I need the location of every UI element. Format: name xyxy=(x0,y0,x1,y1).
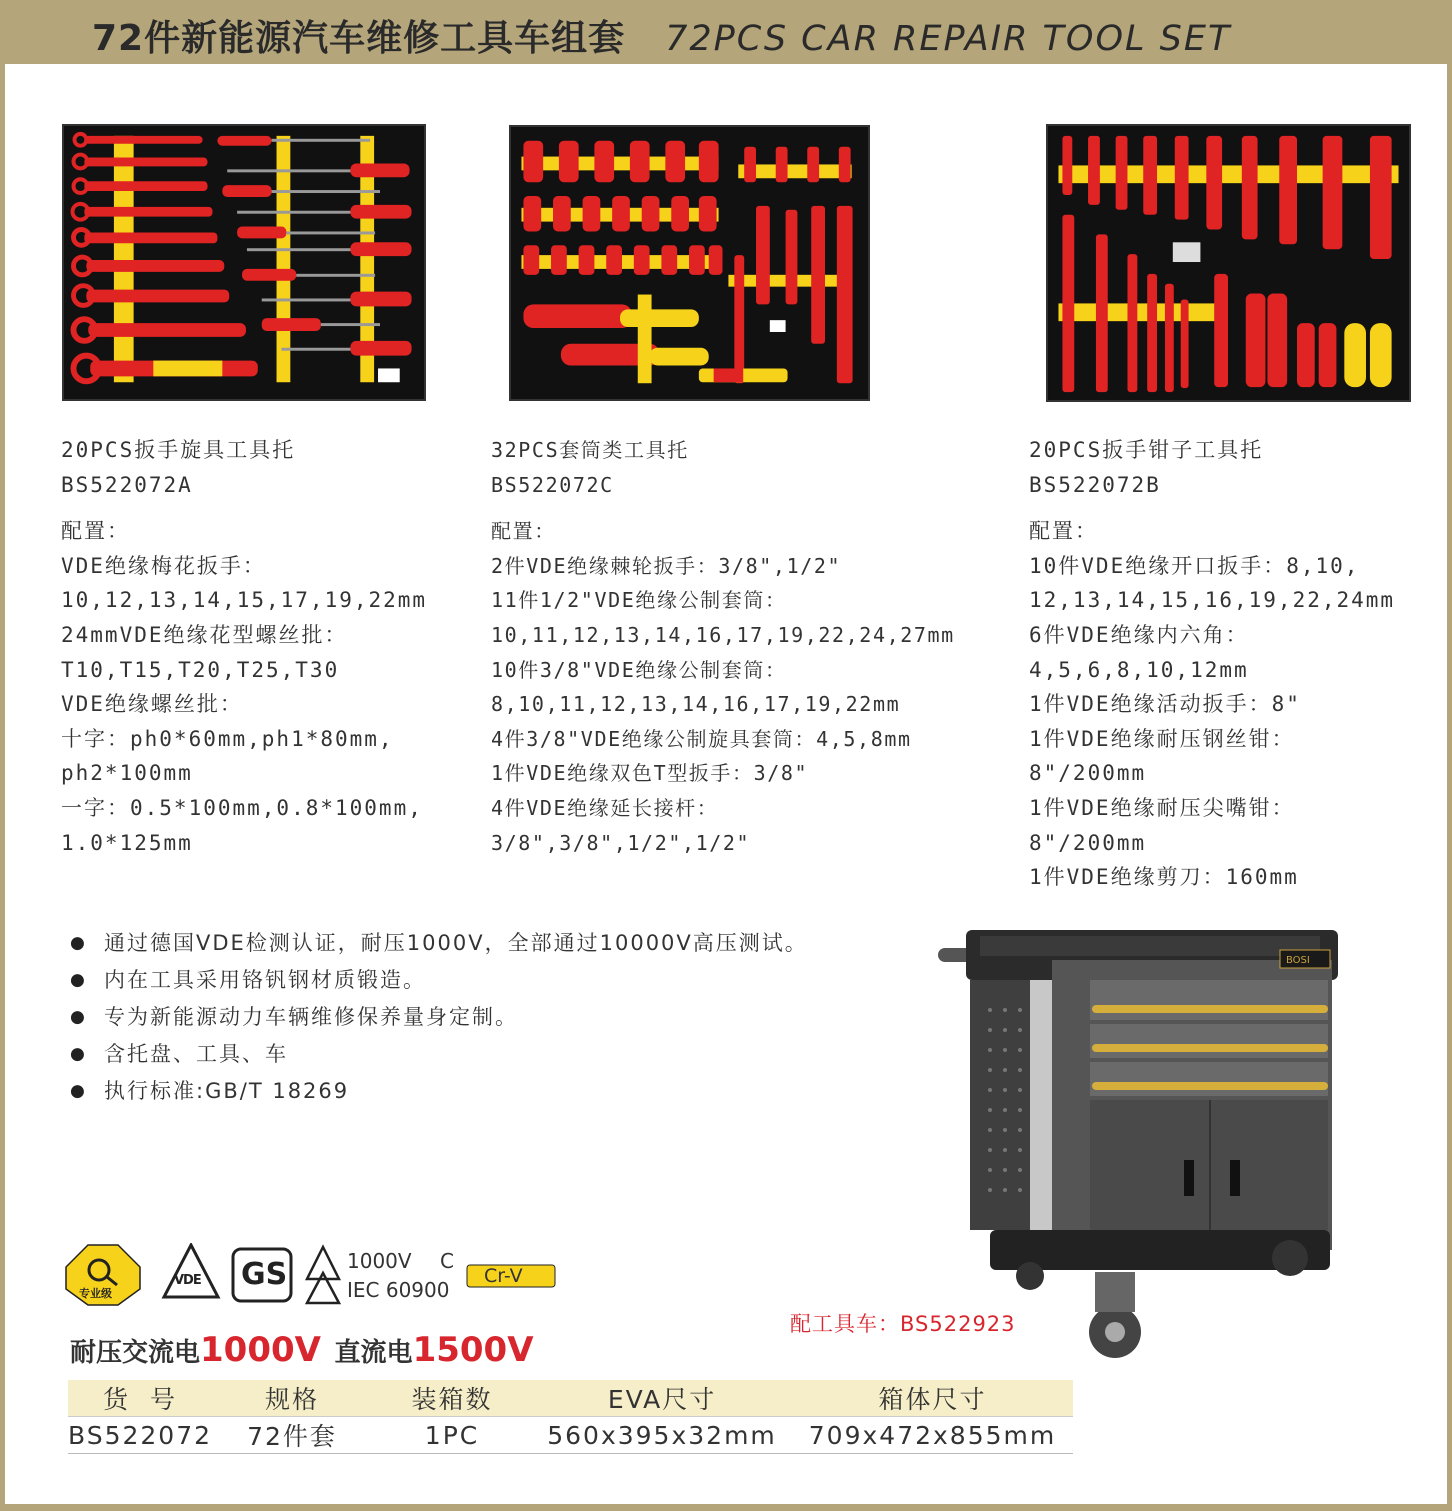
cell-item-no: BS522072 xyxy=(68,1417,212,1454)
header-item-no: 货 号 xyxy=(68,1380,212,1417)
column-c-line: 10,11,12,13,14,16,17,19,22,24,27mm xyxy=(491,622,955,647)
rating-standard: IEC 60900 xyxy=(347,1278,450,1302)
column-a-line: 24mmVDE绝缘花型螺丝批： xyxy=(61,622,348,647)
column-b-title: 20PCS扳手钳子工具托 xyxy=(1029,438,1264,462)
cell-pack-qty: 1PC xyxy=(372,1417,532,1454)
title-cn: 72件新能源汽车维修工具车组套 xyxy=(92,18,626,59)
spec-header-row xyxy=(68,1380,1073,1417)
column-b-line: 12,13,14,15,16,19,22,24mm xyxy=(1029,588,1396,613)
column-a-line: VDE绝缘梅花扳手： xyxy=(61,553,266,578)
tool-cart-illustration xyxy=(930,920,1350,1370)
feature-item: ● 执行标准:GB/T 18269 xyxy=(70,1073,808,1110)
certification-badges xyxy=(63,1243,563,1307)
column-b-line: 8"/200mm xyxy=(1029,830,1147,855)
column-b-line: 1件VDE绝缘活动扳手：8" xyxy=(1029,692,1301,717)
dc-value: 1500V xyxy=(412,1330,534,1370)
ac-label: 耐压交流电 xyxy=(70,1338,201,1368)
column-c-title: 32PCS套筒类工具托 xyxy=(491,438,689,462)
gs-icon: GS xyxy=(241,1257,288,1292)
column-c-code: BS522072C xyxy=(491,472,614,497)
column-b-line: 1件VDE绝缘耐压钢丝钳： xyxy=(1029,726,1295,751)
header-pack-qty: 装箱数 xyxy=(372,1380,532,1417)
table-row xyxy=(68,1417,1073,1454)
tray-c-illustration xyxy=(511,127,868,399)
svg-text:BOSI: BOSI xyxy=(1286,955,1310,966)
column-a-line: 10,12,13,14,15,17,19,22mm xyxy=(61,588,428,613)
tray-a-illustration xyxy=(64,126,424,399)
column-c-line: 3/8",3/8",1/2",1/2" xyxy=(491,830,751,855)
page-title xyxy=(92,10,1231,58)
column-b-line: 10件VDE绝缘开口扳手：8,10, xyxy=(1029,553,1360,578)
column-a-title: 20PCS扳手旋具工具托 xyxy=(61,438,296,462)
vde-icon: VDE xyxy=(174,1273,201,1288)
feature-item: ● 通过德国VDE检测认证，耐压1000V，全部通过10000V高压测试。 xyxy=(70,925,808,962)
header-eva-size: EVA尺寸 xyxy=(532,1380,792,1417)
voltage-rating xyxy=(70,1330,534,1370)
tray-b-image xyxy=(1046,124,1411,402)
column-tray-c xyxy=(491,433,955,860)
column-a-line: 一字：0.5*100mm,0.8*100mm, xyxy=(61,795,423,820)
column-a-line: ph2*100mm xyxy=(61,761,193,786)
spec-table xyxy=(68,1380,1073,1454)
tray-b-illustration xyxy=(1048,126,1409,400)
header-box-size: 箱体尺寸 xyxy=(792,1380,1073,1417)
feature-list xyxy=(70,925,808,1110)
column-a-line: 1.0*125mm xyxy=(61,830,193,855)
dc-label: 直流电 xyxy=(334,1338,413,1368)
column-b-code: BS522072B xyxy=(1029,472,1161,497)
rating-class: C xyxy=(440,1249,454,1273)
column-c-line: 11件1/2"VDE绝缘公制套筒： xyxy=(491,588,787,613)
column-a-config-label: 配置： xyxy=(61,519,130,544)
title-en: 72PCS CAR REPAIR TOOL SET xyxy=(665,19,1232,59)
column-c-line: 4件3/8"VDE绝缘公制旋具套筒：4,5,8mm xyxy=(491,726,912,751)
column-a-line: T10,T15,T20,T25,T30 xyxy=(61,657,340,682)
crv-badge: Cr-V xyxy=(484,1265,523,1287)
pro-level-badge-label: 专业级 xyxy=(79,1287,112,1300)
column-a-code: BS522072A xyxy=(61,472,193,497)
column-b-line: 1件VDE绝缘剪刀：160mm xyxy=(1029,865,1299,890)
column-c-line: 8,10,11,12,13,14,16,17,19,22mm xyxy=(491,692,901,717)
column-a-line: 十字：ph0*60mm,ph1*80mm, xyxy=(61,726,394,751)
column-b-line: 6件VDE绝缘内六角： xyxy=(1029,622,1249,647)
tray-c-image xyxy=(509,125,870,401)
feature-item: ● 内在工具采用铬钒钢材质锻造。 xyxy=(70,962,808,999)
column-b-line: 4,5,6,8,10,12mm xyxy=(1029,657,1249,682)
column-tray-a xyxy=(61,433,427,860)
column-b-config-label: 配置： xyxy=(1029,519,1098,544)
tray-a-image xyxy=(62,124,426,401)
cell-spec: 72件套 xyxy=(212,1417,372,1454)
ac-value: 1000V xyxy=(200,1330,321,1370)
column-tray-b xyxy=(1029,433,1395,895)
column-c-line: 4件VDE绝缘延长接杆： xyxy=(491,795,719,820)
rating-voltage: 1000V xyxy=(347,1249,412,1273)
cell-box-size: 709x472x855mm xyxy=(792,1417,1073,1454)
tool-cart-image xyxy=(930,920,1350,1370)
column-b-line: 8"/200mm xyxy=(1029,761,1147,786)
header-spec: 规格 xyxy=(212,1380,372,1417)
cell-eva-size: 560x395x32mm xyxy=(532,1417,792,1454)
column-c-config-label: 配置： xyxy=(491,519,556,544)
cart-model-label: 配工具车：BS522923 xyxy=(790,1312,1016,1336)
feature-item: ● 含托盘、工具、车 xyxy=(70,1036,808,1073)
column-a-line: VDE绝缘螺丝批： xyxy=(61,692,243,717)
feature-item: ● 专为新能源动力车辆维修保养量身定制。 xyxy=(70,999,808,1036)
column-c-line: 1件VDE绝缘双色T型扳手：3/8" xyxy=(491,761,809,786)
column-b-line: 1件VDE绝缘耐压尖嘴钳： xyxy=(1029,795,1295,820)
column-c-line: 2件VDE绝缘棘轮扳手：3/8",1/2" xyxy=(491,553,842,578)
column-c-line: 10件3/8"VDE绝缘公制套筒： xyxy=(491,657,787,682)
